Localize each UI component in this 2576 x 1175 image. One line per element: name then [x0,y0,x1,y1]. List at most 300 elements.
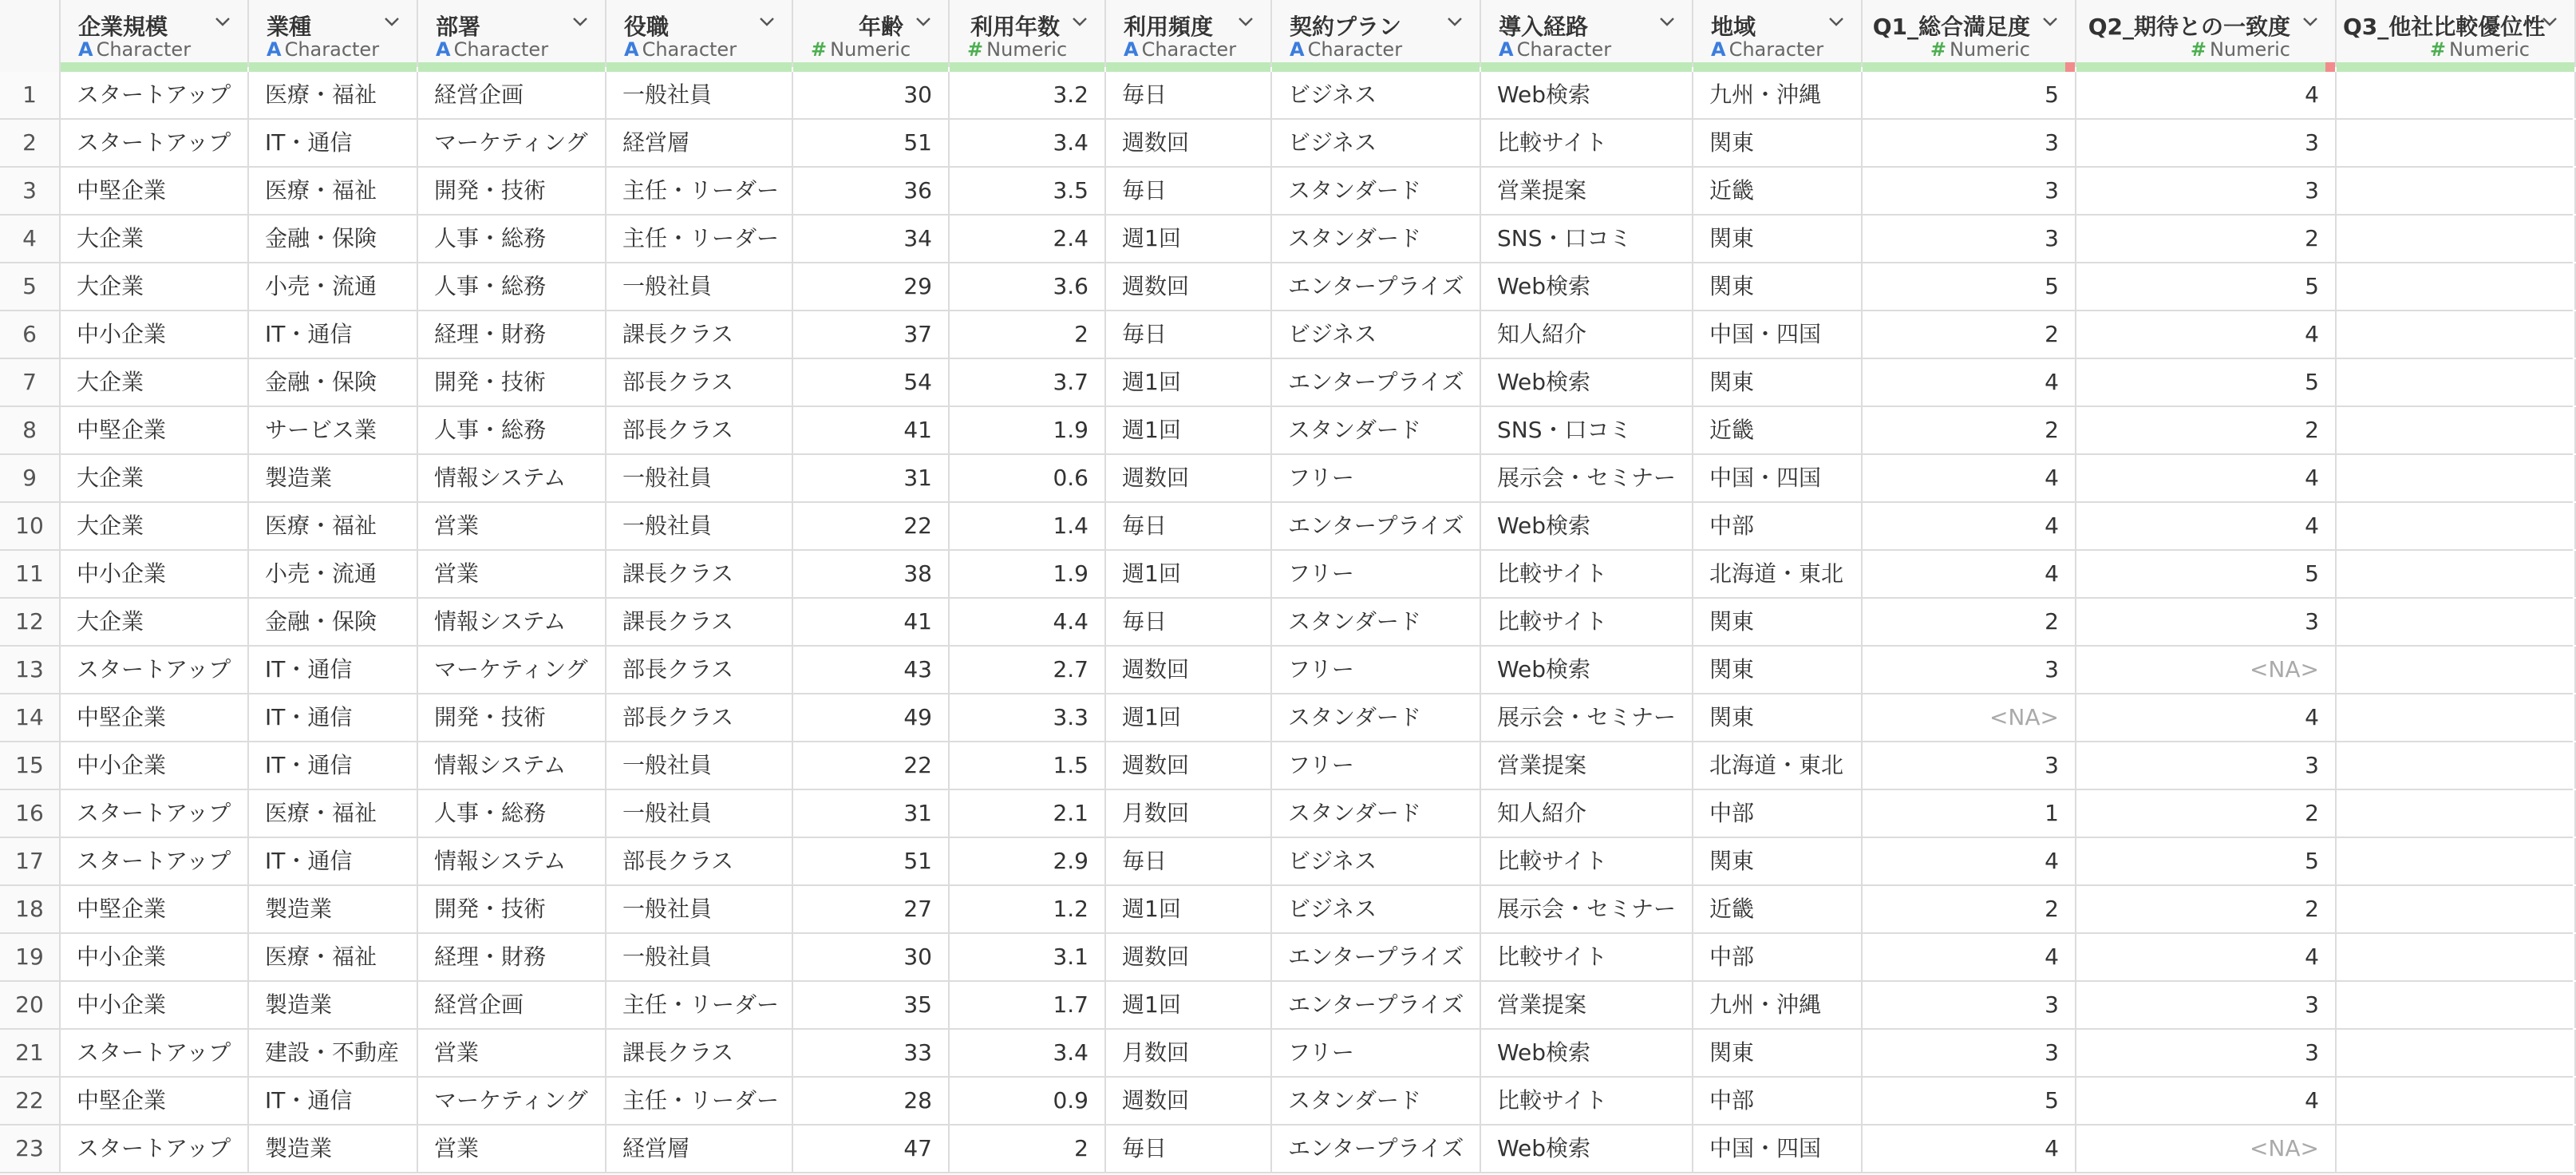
table-cell[interactable]: 毎日 [1106,311,1272,358]
table-cell[interactable]: 38 [793,551,950,597]
table-cell[interactable]: 営業 [418,503,606,549]
table-row[interactable] [0,216,2573,263]
table-cell[interactable]: 展示会・セミナー [1481,455,1693,501]
table-cell[interactable]: 2 [1863,311,2076,358]
chevron-down-icon[interactable] [2300,11,2321,32]
table-cell[interactable]: 大企業 [61,599,249,645]
table-cell[interactable]: 3 [2076,982,2337,1028]
table-cell[interactable]: 課長クラス [606,311,793,358]
table-cell[interactable]: 展示会・セミナー [1481,886,1693,932]
column-header[interactable] [1693,0,1863,67]
table-cell[interactable]: 中小企業 [61,742,249,789]
table-cell[interactable]: 中国・四国 [1693,1126,1863,1172]
table-cell[interactable]: 2.1 [950,790,1106,837]
table-cell[interactable]: 41 [793,599,950,645]
table-row[interactable] [0,311,2573,359]
table-cell[interactable]: エンタープライズ [1272,982,1481,1028]
table-cell[interactable]: 一般社員 [606,503,793,549]
table-cell[interactable]: 一般社員 [606,72,793,118]
chevron-down-icon[interactable] [1444,11,1465,32]
table-cell[interactable] [2337,455,2576,501]
table-cell[interactable]: 34 [793,216,950,262]
chevron-down-icon[interactable] [1235,11,1256,32]
column-header[interactable] [2076,0,2337,67]
table-cell[interactable]: 2 [1863,599,2076,645]
table-cell[interactable]: 週1回 [1106,886,1272,932]
table-cell[interactable]: 2 [2076,407,2337,453]
table-cell[interactable]: 36 [793,168,950,214]
table-cell[interactable]: 知人紹介 [1481,790,1693,837]
table-cell[interactable]: 4 [1863,1126,2076,1172]
table-cell[interactable]: 5 [2076,263,2337,310]
chevron-down-icon[interactable] [913,11,934,32]
table-row[interactable] [0,838,2573,886]
table-cell[interactable] [2337,263,2576,310]
table-cell[interactable]: スタンダード [1272,1078,1481,1124]
table-cell[interactable]: 関東 [1693,838,1863,884]
table-cell[interactable]: 営業 [418,1030,606,1076]
table-cell[interactable]: 一般社員 [606,886,793,932]
table-cell[interactable]: 中小企業 [61,311,249,358]
table-cell[interactable]: 1.5 [950,742,1106,789]
column-header[interactable] [61,0,249,67]
table-cell[interactable]: 4.4 [950,599,1106,645]
table-cell[interactable]: 情報システム [418,599,606,645]
table-cell[interactable]: フリー [1272,551,1481,597]
table-cell[interactable]: 週数回 [1106,742,1272,789]
table-cell[interactable] [2337,503,2576,549]
table-cell[interactable]: 主任・リーダー [606,982,793,1028]
table-cell[interactable]: 主任・リーダー [606,168,793,214]
table-cell[interactable]: サービス業 [249,407,418,453]
table-cell[interactable] [2337,742,2576,789]
table-cell[interactable]: フリー [1272,455,1481,501]
table-cell[interactable]: 北海道・東北 [1693,742,1863,789]
table-cell[interactable]: 3.2 [950,72,1106,118]
table-cell[interactable]: 比較サイト [1481,838,1693,884]
table-cell[interactable]: SNS・口コミ [1481,407,1693,453]
table-cell[interactable]: 5 [1863,263,2076,310]
table-cell[interactable]: 1.4 [950,503,1106,549]
table-cell[interactable]: 4 [1863,503,2076,549]
table-cell[interactable]: スタートアップ [61,120,249,166]
table-cell[interactable]: 4 [1863,455,2076,501]
chevron-down-icon[interactable] [1826,11,1847,32]
table-row[interactable] [0,790,2573,838]
table-cell[interactable]: 金融・保険 [249,359,418,406]
table-cell[interactable]: 2 [950,1126,1106,1172]
table-cell[interactable]: ビジネス [1272,72,1481,118]
table-cell[interactable]: 1 [1863,790,2076,837]
table-cell[interactable] [2337,359,2576,406]
table-cell[interactable]: 週数回 [1106,934,1272,980]
table-cell[interactable]: エンタープライズ [1272,359,1481,406]
column-header[interactable] [1481,0,1693,67]
table-cell[interactable]: 週1回 [1106,551,1272,597]
table-cell[interactable]: 週数回 [1106,647,1272,693]
table-cell[interactable]: 部長クラス [606,359,793,406]
table-cell[interactable]: Web検索 [1481,263,1693,310]
column-header[interactable] [249,0,418,67]
table-cell[interactable]: 3.4 [950,120,1106,166]
table-cell[interactable]: 週数回 [1106,120,1272,166]
table-cell[interactable]: 37 [793,311,950,358]
table-cell[interactable]: 建設・不動産 [249,1030,418,1076]
table-cell[interactable]: 41 [793,407,950,453]
table-cell[interactable]: 3 [2076,1030,2337,1076]
table-cell[interactable]: 一般社員 [606,455,793,501]
table-cell[interactable]: 3.5 [950,168,1106,214]
chevron-down-icon[interactable] [212,11,233,32]
table-cell[interactable]: スタートアップ [61,647,249,693]
table-cell[interactable]: IT・通信 [249,742,418,789]
table-cell[interactable]: マーケティング [418,120,606,166]
table-cell[interactable]: 関東 [1693,359,1863,406]
column-header[interactable] [793,0,950,67]
table-cell[interactable]: 30 [793,72,950,118]
table-cell[interactable]: 週数回 [1106,263,1272,310]
table-cell[interactable]: 中国・四国 [1693,455,1863,501]
table-row[interactable] [0,455,2573,503]
table-cell[interactable] [2337,934,2576,980]
table-cell[interactable]: 主任・リーダー [606,216,793,262]
table-cell[interactable]: 3 [1863,647,2076,693]
table-cell[interactable]: 3 [2076,120,2337,166]
column-header[interactable] [950,0,1106,67]
table-cell[interactable]: ビジネス [1272,838,1481,884]
table-cell[interactable]: 30 [793,934,950,980]
table-cell[interactable]: スタンダード [1272,216,1481,262]
table-cell[interactable]: 近畿 [1693,886,1863,932]
table-cell[interactable]: 4 [2076,455,2337,501]
table-cell[interactable]: 4 [1863,551,2076,597]
table-cell[interactable]: IT・通信 [249,647,418,693]
table-cell[interactable]: 大企業 [61,216,249,262]
table-cell[interactable]: 経営層 [606,120,793,166]
table-cell[interactable]: フリー [1272,647,1481,693]
table-row[interactable] [0,407,2573,455]
table-cell[interactable]: スタンダード [1272,694,1481,741]
table-cell[interactable]: 3.6 [950,263,1106,310]
table-cell[interactable] [2337,72,2576,118]
table-cell[interactable] [2337,1078,2576,1124]
table-row[interactable] [0,359,2573,407]
table-cell[interactable]: 3 [1863,982,2076,1028]
table-cell[interactable] [2337,311,2576,358]
table-cell[interactable]: 3 [1863,168,2076,214]
table-cell[interactable]: 小売・流通 [249,551,418,597]
table-cell[interactable]: Web検索 [1481,1030,1693,1076]
table-cell[interactable] [2337,599,2576,645]
table-cell[interactable]: 大企業 [61,455,249,501]
table-cell[interactable]: 関東 [1693,599,1863,645]
table-cell[interactable]: 2 [950,311,1106,358]
table-cell[interactable]: ビジネス [1272,311,1481,358]
table-row[interactable] [0,263,2573,311]
table-cell[interactable]: マーケティング [418,1078,606,1124]
table-cell[interactable]: 中堅企業 [61,407,249,453]
table-cell[interactable]: 医療・福祉 [249,503,418,549]
table-cell[interactable]: 営業提案 [1481,742,1693,789]
table-cell[interactable]: 医療・福祉 [249,72,418,118]
table-cell[interactable]: 課長クラス [606,599,793,645]
table-cell[interactable]: スタンダード [1272,407,1481,453]
table-cell[interactable]: 人事・総務 [418,407,606,453]
table-cell[interactable]: 2.7 [950,647,1106,693]
table-cell[interactable]: 部長クラス [606,647,793,693]
table-row[interactable] [0,1030,2573,1078]
table-cell[interactable]: 54 [793,359,950,406]
table-cell[interactable]: 2 [2076,886,2337,932]
table-cell[interactable]: 比較サイト [1481,120,1693,166]
table-row[interactable] [0,503,2573,551]
table-cell[interactable]: 3.7 [950,359,1106,406]
table-cell[interactable]: 人事・総務 [418,790,606,837]
table-cell[interactable]: 1.9 [950,551,1106,597]
table-row[interactable] [0,934,2573,982]
table-cell[interactable]: 週数回 [1106,1078,1272,1124]
table-cell[interactable]: 中堅企業 [61,694,249,741]
table-cell[interactable]: 比較サイト [1481,934,1693,980]
table-cell[interactable]: 51 [793,838,950,884]
table-cell[interactable]: 5 [2076,551,2337,597]
table-cell[interactable]: 22 [793,503,950,549]
table-cell[interactable] [2337,551,2576,597]
table-cell[interactable]: 49 [793,694,950,741]
table-cell[interactable]: 比較サイト [1481,551,1693,597]
table-cell[interactable]: 週1回 [1106,982,1272,1028]
table-cell[interactable]: 開発・技術 [418,886,606,932]
table-cell[interactable]: エンタープライズ [1272,503,1481,549]
table-cell[interactable]: 中堅企業 [61,1078,249,1124]
table-cell[interactable]: 一般社員 [606,790,793,837]
table-cell[interactable]: Web検索 [1481,647,1693,693]
table-cell[interactable]: 中部 [1693,503,1863,549]
table-cell[interactable]: 近畿 [1693,407,1863,453]
table-cell[interactable]: スタートアップ [61,1126,249,1172]
table-cell[interactable]: 月数回 [1106,790,1272,837]
table-cell[interactable]: 週1回 [1106,694,1272,741]
table-cell[interactable]: スタートアップ [61,790,249,837]
table-cell[interactable]: Web検索 [1481,1126,1693,1172]
table-cell[interactable] [2337,407,2576,453]
chevron-down-icon[interactable] [1069,11,1090,32]
chevron-down-icon[interactable] [570,11,591,32]
table-cell[interactable] [2337,982,2576,1028]
table-cell[interactable]: 一般社員 [606,263,793,310]
table-cell[interactable]: 中小企業 [61,934,249,980]
table-cell[interactable]: 開発・技術 [418,359,606,406]
table-cell[interactable] [2337,694,2576,741]
table-cell[interactable]: 中部 [1693,790,1863,837]
table-cell[interactable]: Web検索 [1481,72,1693,118]
table-cell[interactable]: Web検索 [1481,503,1693,549]
table-cell[interactable]: 4 [1863,838,2076,884]
table-cell[interactable]: 35 [793,982,950,1028]
table-cell[interactable]: 毎日 [1106,72,1272,118]
chevron-down-icon[interactable] [757,11,777,32]
table-cell[interactable]: 28 [793,1078,950,1124]
table-cell[interactable]: 主任・リーダー [606,1078,793,1124]
table-cell[interactable]: 1.7 [950,982,1106,1028]
table-cell[interactable]: 31 [793,790,950,837]
table-cell[interactable]: IT・通信 [249,694,418,741]
table-cell[interactable]: 経理・財務 [418,311,606,358]
table-cell[interactable]: 情報システム [418,838,606,884]
table-cell[interactable]: 43 [793,647,950,693]
table-cell[interactable]: 展示会・セミナー [1481,694,1693,741]
table-cell[interactable]: 4 [2076,311,2337,358]
table-cell[interactable]: 5 [2076,838,2337,884]
table-cell[interactable]: 中部 [1693,934,1863,980]
table-cell[interactable]: 部長クラス [606,694,793,741]
table-cell[interactable]: 4 [1863,359,2076,406]
table-cell[interactable]: 医療・福祉 [249,790,418,837]
table-cell[interactable]: 中小企業 [61,982,249,1028]
table-cell[interactable]: 5 [1863,1078,2076,1124]
table-row[interactable] [0,551,2573,599]
table-cell[interactable]: IT・通信 [249,838,418,884]
table-cell[interactable]: <NA> [2076,1126,2337,1172]
table-cell[interactable]: 3 [1863,120,2076,166]
table-cell[interactable] [2337,1030,2576,1076]
table-cell[interactable]: 知人紹介 [1481,311,1693,358]
table-cell[interactable]: 大企業 [61,503,249,549]
table-cell[interactable]: 営業 [418,551,606,597]
table-cell[interactable]: 2 [2076,216,2337,262]
table-cell[interactable]: 経営企画 [418,72,606,118]
table-cell[interactable]: 月数回 [1106,1030,1272,1076]
table-cell[interactable]: 大企業 [61,263,249,310]
table-cell[interactable]: 2.4 [950,216,1106,262]
table-cell[interactable]: 関東 [1693,694,1863,741]
table-cell[interactable]: 部長クラス [606,407,793,453]
table-row[interactable] [0,599,2573,647]
table-cell[interactable]: 関東 [1693,120,1863,166]
table-cell[interactable]: 営業提案 [1481,982,1693,1028]
table-cell[interactable]: 中部 [1693,1078,1863,1124]
table-cell[interactable]: 営業 [418,1126,606,1172]
chevron-down-icon[interactable] [381,11,402,32]
table-cell[interactable]: 4 [2076,1078,2337,1124]
chevron-down-icon[interactable] [1657,11,1677,32]
table-cell[interactable]: 情報システム [418,742,606,789]
table-cell[interactable]: 3 [1863,216,2076,262]
table-cell[interactable]: スタンダード [1272,168,1481,214]
table-cell[interactable]: 製造業 [249,886,418,932]
table-cell[interactable]: 経理・財務 [418,934,606,980]
table-cell[interactable]: 2 [1863,407,2076,453]
table-cell[interactable]: 営業提案 [1481,168,1693,214]
table-cell[interactable]: 製造業 [249,1126,418,1172]
table-cell[interactable]: 29 [793,263,950,310]
table-cell[interactable]: 九州・沖縄 [1693,72,1863,118]
table-cell[interactable]: 部長クラス [606,838,793,884]
table-cell[interactable]: 人事・総務 [418,263,606,310]
table-cell[interactable]: 週1回 [1106,407,1272,453]
table-cell[interactable]: 週1回 [1106,359,1272,406]
table-cell[interactable]: 22 [793,742,950,789]
table-cell[interactable]: 3 [2076,599,2337,645]
table-cell[interactable]: 毎日 [1106,168,1272,214]
table-cell[interactable]: 3 [2076,742,2337,789]
table-cell[interactable]: 中堅企業 [61,886,249,932]
table-cell[interactable]: 開発・技術 [418,694,606,741]
table-cell[interactable]: ビジネス [1272,120,1481,166]
table-cell[interactable]: 1.9 [950,407,1106,453]
table-cell[interactable]: 人事・総務 [418,216,606,262]
table-cell[interactable]: 中国・四国 [1693,311,1863,358]
table-cell[interactable]: 金融・保険 [249,216,418,262]
table-cell[interactable]: 金融・保険 [249,599,418,645]
table-cell[interactable]: 毎日 [1106,1126,1272,1172]
table-cell[interactable]: 週数回 [1106,455,1272,501]
table-cell[interactable]: IT・通信 [249,120,418,166]
table-cell[interactable]: 1.2 [950,886,1106,932]
table-cell[interactable]: ビジネス [1272,886,1481,932]
table-cell[interactable]: 0.6 [950,455,1106,501]
table-cell[interactable]: 開発・技術 [418,168,606,214]
table-cell[interactable]: 製造業 [249,455,418,501]
table-cell[interactable]: マーケティング [418,647,606,693]
table-row[interactable] [0,647,2573,694]
table-cell[interactable]: 47 [793,1126,950,1172]
table-cell[interactable]: 毎日 [1106,838,1272,884]
column-header[interactable] [2337,0,2576,67]
table-cell[interactable]: 小売・流通 [249,263,418,310]
table-cell[interactable]: 比較サイト [1481,599,1693,645]
table-cell[interactable]: 課長クラス [606,1030,793,1076]
table-cell[interactable]: 近畿 [1693,168,1863,214]
table-cell[interactable]: 医療・福祉 [249,168,418,214]
table-cell[interactable] [2337,886,2576,932]
table-cell[interactable]: スタートアップ [61,838,249,884]
table-cell[interactable]: スタンダード [1272,790,1481,837]
table-row[interactable] [0,694,2573,742]
table-cell[interactable]: 5 [1863,72,2076,118]
table-row[interactable] [0,982,2573,1030]
table-cell[interactable]: スタンダード [1272,599,1481,645]
table-cell[interactable]: Web検索 [1481,359,1693,406]
table-cell[interactable]: 27 [793,886,950,932]
table-cell[interactable]: 3 [2076,168,2337,214]
table-cell[interactable]: 毎日 [1106,503,1272,549]
table-cell[interactable]: 中小企業 [61,551,249,597]
table-cell[interactable]: 経営企画 [418,982,606,1028]
table-row[interactable] [0,120,2573,168]
table-cell[interactable] [2337,838,2576,884]
table-cell[interactable]: 毎日 [1106,599,1272,645]
table-cell[interactable]: エンタープライズ [1272,934,1481,980]
table-cell[interactable]: 九州・沖縄 [1693,982,1863,1028]
column-header[interactable] [418,0,606,67]
table-cell[interactable] [2337,168,2576,214]
table-cell[interactable]: 3.1 [950,934,1106,980]
table-cell[interactable]: 33 [793,1030,950,1076]
table-cell[interactable]: 4 [2076,934,2337,980]
table-cell[interactable]: エンタープライズ [1272,1126,1481,1172]
table-cell[interactable]: 5 [2076,359,2337,406]
table-cell[interactable]: 3.4 [950,1030,1106,1076]
table-cell[interactable]: <NA> [1863,694,2076,741]
table-cell[interactable] [2337,1126,2576,1172]
table-cell[interactable]: 4 [2076,694,2337,741]
table-cell[interactable]: 製造業 [249,982,418,1028]
table-cell[interactable] [2337,647,2576,693]
table-cell[interactable]: フリー [1272,742,1481,789]
table-cell[interactable]: 4 [2076,72,2337,118]
table-cell[interactable] [2337,790,2576,837]
